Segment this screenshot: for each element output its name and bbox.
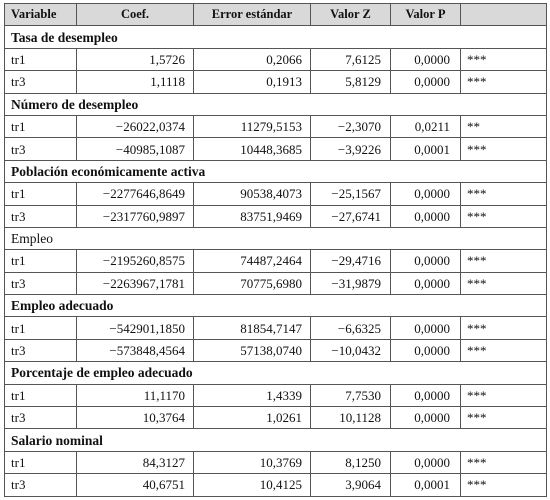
std-error-cell: 11279,5153: [194, 115, 311, 137]
z-value-cell: −27,6741: [311, 205, 391, 227]
variable-cell: tr3: [5, 138, 77, 160]
z-value-cell: 7,7530: [311, 384, 391, 406]
table-row: [5, 339, 547, 361]
z-value-cell: 7,6125: [311, 48, 391, 70]
variable-cell: tr1: [5, 384, 77, 406]
table-row: [5, 138, 547, 160]
coef-cell: 1,1118: [77, 71, 194, 93]
std-error-cell: 10,4125: [194, 474, 311, 496]
significance-cell: ***: [461, 384, 547, 406]
p-value-cell: 0,0001: [391, 138, 461, 160]
coef-cell: −2277646,8649: [77, 183, 194, 205]
table-row: [5, 384, 547, 406]
p-value-cell: 0,0000: [391, 451, 461, 473]
section-header-row: [5, 26, 547, 48]
table-row: [5, 71, 547, 93]
std-error-cell: 0,2066: [194, 48, 311, 70]
p-value-cell: 0,0211: [391, 115, 461, 137]
table-row: [5, 183, 547, 205]
table-row: [5, 250, 547, 272]
section-header-row: [5, 93, 547, 115]
p-value-cell: 0,0000: [391, 250, 461, 272]
significance-cell: ***: [461, 407, 547, 429]
std-error-cell: 70775,6980: [194, 272, 311, 294]
coef-cell: −40985,1087: [77, 138, 194, 160]
variable-cell: tr1: [5, 115, 77, 137]
variable-cell: tr3: [5, 474, 77, 496]
z-value-cell: −3,9226: [311, 138, 391, 160]
z-value-cell: 3,9064: [311, 474, 391, 496]
coef-cell: 1,5726: [77, 48, 194, 70]
p-value-cell: 0,0000: [391, 384, 461, 406]
table-row: [5, 48, 547, 70]
variable-cell: tr3: [5, 71, 77, 93]
significance-cell: ***: [461, 250, 547, 272]
std-error-cell: 1,4339: [194, 384, 311, 406]
p-value-cell: 0,0000: [391, 272, 461, 294]
std-error-cell: 83751,9469: [194, 205, 311, 227]
z-value-cell: −25,1567: [311, 183, 391, 205]
p-value-cell: 0,0000: [391, 48, 461, 70]
variable-cell: tr3: [5, 339, 77, 361]
table-row: [5, 474, 547, 496]
table-row: [5, 205, 547, 227]
variable-cell: tr1: [5, 183, 77, 205]
coef-cell: 11,1170: [77, 384, 194, 406]
std-error-cell: 74487,2464: [194, 250, 311, 272]
significance-cell: ***: [461, 317, 547, 339]
header-significance: [461, 4, 547, 26]
section-header-row: [5, 429, 547, 451]
coef-cell: −542901,1850: [77, 317, 194, 339]
section-title: Tasa de desempleo: [5, 26, 547, 48]
std-error-cell: 90538,4073: [194, 183, 311, 205]
coef-cell: −26022,0374: [77, 115, 194, 137]
p-value-cell: 0,0000: [391, 339, 461, 361]
variable-cell: tr3: [5, 205, 77, 227]
std-error-cell: 0,1913: [194, 71, 311, 93]
variable-cell: tr1: [5, 317, 77, 339]
significance-cell: ***: [461, 451, 547, 473]
coef-cell: 84,3127: [77, 451, 194, 473]
header-p-value: Valor P: [391, 4, 461, 26]
variable-cell: tr1: [5, 451, 77, 473]
section-title: Población económicamente activa: [5, 160, 547, 182]
significance-cell: ***: [461, 48, 547, 70]
section-header-row: [5, 295, 547, 317]
std-error-cell: 10,3769: [194, 451, 311, 473]
section-title: Empleo: [5, 227, 547, 249]
variable-cell: tr1: [5, 48, 77, 70]
header-coef: Coef.: [77, 4, 194, 26]
header-row: [5, 4, 547, 26]
table-body: [5, 26, 547, 496]
z-value-cell: −2,3070: [311, 115, 391, 137]
table-row: [5, 407, 547, 429]
p-value-cell: 0,0000: [391, 407, 461, 429]
section-header-row: [5, 362, 547, 384]
table-row: [5, 317, 547, 339]
significance-cell: ***: [461, 205, 547, 227]
significance-cell: ***: [461, 474, 547, 496]
significance-cell: ***: [461, 272, 547, 294]
variable-cell: tr3: [5, 407, 77, 429]
p-value-cell: 0,0000: [391, 205, 461, 227]
z-value-cell: −29,4716: [311, 250, 391, 272]
p-value-cell: 0,0000: [391, 183, 461, 205]
table-row: [5, 272, 547, 294]
table-header: [5, 4, 547, 26]
coef-cell: −2317760,9897: [77, 205, 194, 227]
z-value-cell: 10,1128: [311, 407, 391, 429]
significance-cell: ***: [461, 339, 547, 361]
header-z-value: Valor Z: [311, 4, 391, 26]
p-value-cell: 0,0000: [391, 71, 461, 93]
section-title: Salario nominal: [5, 429, 547, 451]
section-title: Empleo adecuado: [5, 295, 547, 317]
z-value-cell: −31,9879: [311, 272, 391, 294]
section-header-row: [5, 227, 547, 249]
coef-cell: 10,3764: [77, 407, 194, 429]
table-row: [5, 451, 547, 473]
section-title: Número de desempleo: [5, 93, 547, 115]
significance-cell: **: [461, 115, 547, 137]
table-row: [5, 115, 547, 137]
z-value-cell: −6,6325: [311, 317, 391, 339]
std-error-cell: 81854,7147: [194, 317, 311, 339]
regression-results-table: [4, 3, 547, 497]
significance-cell: ***: [461, 183, 547, 205]
significance-cell: ***: [461, 138, 547, 160]
z-value-cell: −10,0432: [311, 339, 391, 361]
p-value-cell: 0,0000: [391, 317, 461, 339]
std-error-cell: 1,0261: [194, 407, 311, 429]
coef-cell: 40,6751: [77, 474, 194, 496]
significance-cell: ***: [461, 71, 547, 93]
coef-cell: −2263967,1781: [77, 272, 194, 294]
header-variable: Variable: [5, 4, 77, 26]
section-header-row: [5, 160, 547, 182]
coef-cell: −573848,4564: [77, 339, 194, 361]
z-value-cell: 8,1250: [311, 451, 391, 473]
header-std-error: Error estándar: [194, 4, 311, 26]
std-error-cell: 10448,3685: [194, 138, 311, 160]
coef-cell: −2195260,8575: [77, 250, 194, 272]
p-value-cell: 0,0001: [391, 474, 461, 496]
z-value-cell: 5,8129: [311, 71, 391, 93]
std-error-cell: 57138,0740: [194, 339, 311, 361]
section-title: Porcentaje de empleo adecuado: [5, 362, 547, 384]
variable-cell: tr1: [5, 250, 77, 272]
variable-cell: tr3: [5, 272, 77, 294]
